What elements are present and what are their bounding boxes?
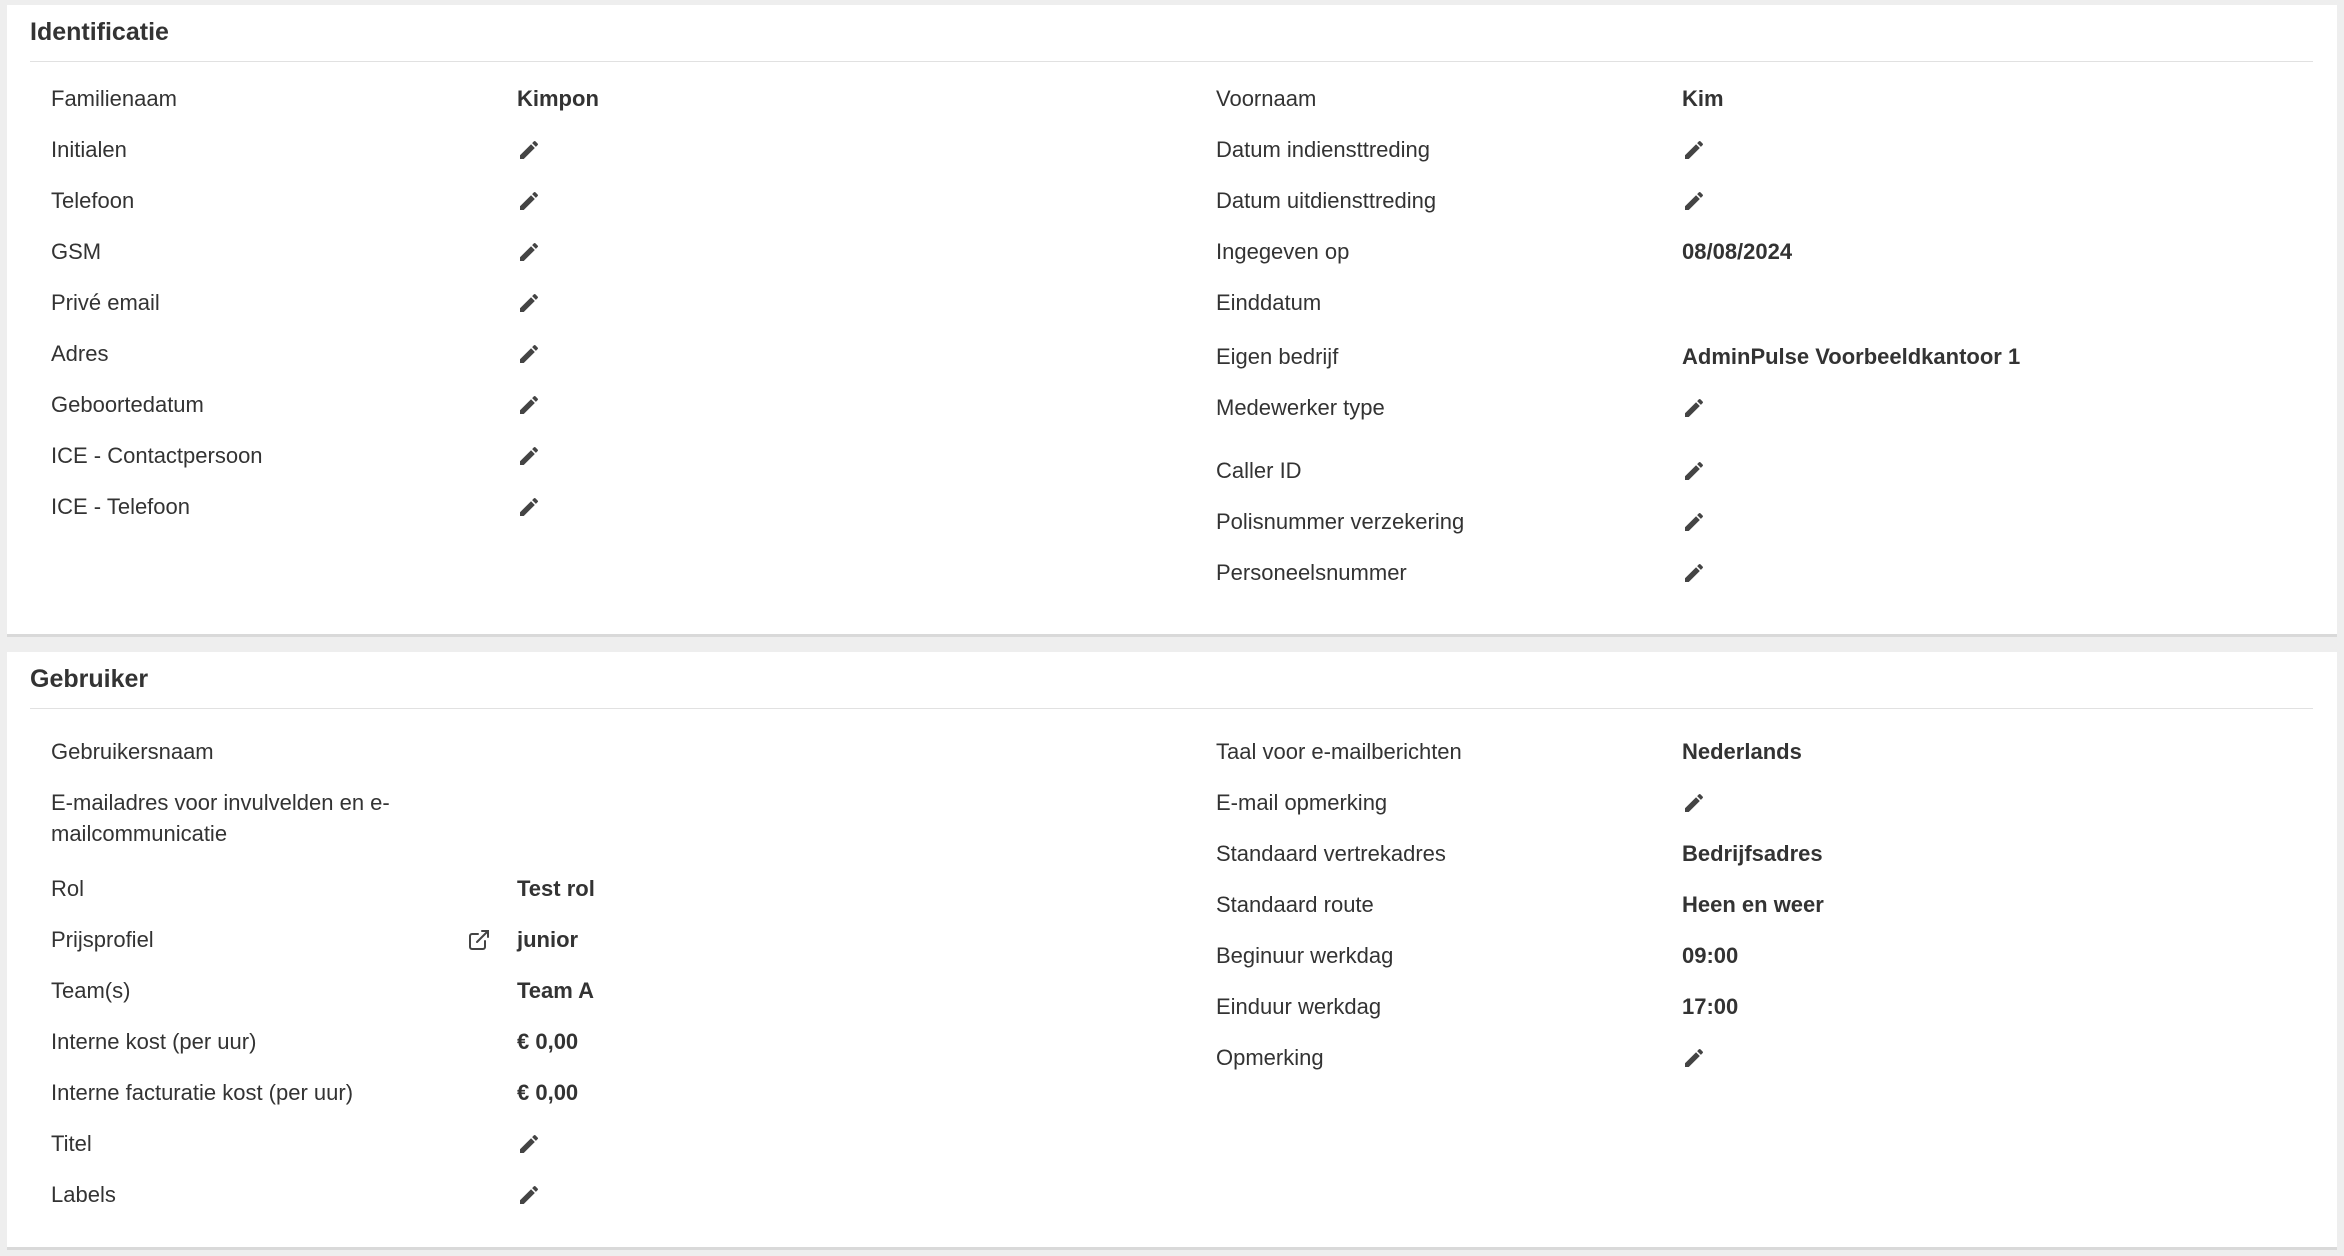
field-value: 09:00 xyxy=(1682,943,1739,968)
field-label: Einddatum xyxy=(1216,290,1322,315)
pencil-icon[interactable] xyxy=(1682,510,1706,534)
pencil-icon[interactable] xyxy=(517,189,541,213)
field-value: € 0,00 xyxy=(517,1029,579,1054)
field-value: AdminPulse Voorbeeldkantoor 1 xyxy=(1682,344,2021,369)
identificatie-panel xyxy=(7,5,2337,637)
field-label: Adres xyxy=(51,341,109,366)
pencil-icon[interactable] xyxy=(517,1183,541,1207)
divider xyxy=(30,708,2313,709)
field-value: junior xyxy=(517,927,579,952)
field-value: Heen en weer xyxy=(1682,892,1824,917)
pencil-icon[interactable] xyxy=(1682,396,1706,420)
field-label: ICE - Contactpersoon xyxy=(51,443,263,468)
field-label: Rol xyxy=(51,876,85,901)
gebruiker-panel xyxy=(7,652,2337,1250)
pencil-icon[interactable] xyxy=(517,240,541,264)
field-label: Polisnummer verzekering xyxy=(1216,509,1465,534)
pencil-icon[interactable] xyxy=(1682,1046,1706,1070)
pencil-icon[interactable] xyxy=(517,1132,541,1156)
gebruiker-title: Gebruiker xyxy=(30,665,149,693)
field-value: 08/08/2024 xyxy=(1682,239,1793,264)
field-label: Team(s) xyxy=(51,978,131,1003)
pencil-icon[interactable] xyxy=(517,444,541,468)
field-label: Familienaam xyxy=(51,86,177,111)
field-label: Geboortedatum xyxy=(51,392,204,417)
field-value: Team A xyxy=(517,978,595,1003)
field-value: 17:00 xyxy=(1682,994,1739,1019)
pencil-icon[interactable] xyxy=(1682,138,1706,162)
pencil-icon[interactable] xyxy=(517,342,541,366)
field-label: Ingegeven op xyxy=(1216,239,1350,264)
pencil-icon[interactable] xyxy=(1682,791,1706,815)
pencil-icon[interactable] xyxy=(1682,459,1706,483)
field-label: Caller ID xyxy=(1216,458,1302,483)
field-value: Bedrijfsadres xyxy=(1682,841,1823,866)
field-label: Personeelsnummer xyxy=(1216,560,1407,585)
field-label: Einduur werkdag xyxy=(1216,994,1382,1019)
field-label: ICE - Telefoon xyxy=(51,494,191,519)
pencil-icon[interactable] xyxy=(517,495,541,519)
field-label: Voornaam xyxy=(1216,86,1317,111)
field-label: Labels xyxy=(51,1182,116,1207)
field-value: Nederlands xyxy=(1682,739,1802,764)
field-label: Initialen xyxy=(51,137,127,162)
field-value: Kim xyxy=(1682,86,1724,111)
field-label: E-mailadres voor invulvelden en e-mailcommunicatie xyxy=(51,790,390,846)
divider xyxy=(30,61,2313,62)
identificatie-title: Identificatie xyxy=(30,18,169,46)
external-link-icon[interactable] xyxy=(467,928,491,952)
field-label: Prijsprofiel xyxy=(51,927,154,952)
field-label: Interne kost (per uur) xyxy=(51,1029,257,1054)
field-label: Datum indiensttreding xyxy=(1216,137,1431,162)
field-label: Standaard route xyxy=(1216,892,1374,917)
field-label: Standaard vertrekadres xyxy=(1216,841,1446,866)
field-label: Interne facturatie kost (per uur) xyxy=(51,1080,354,1105)
pencil-icon[interactable] xyxy=(517,291,541,315)
field-label: Telefoon xyxy=(51,188,135,213)
pencil-icon[interactable] xyxy=(517,138,541,162)
pencil-icon[interactable] xyxy=(1682,561,1706,585)
field-label: Privé email xyxy=(51,290,160,315)
field-label: GSM xyxy=(51,239,102,264)
field-label: E-mail opmerking xyxy=(1216,790,1388,815)
field-value: Kimpon xyxy=(517,86,599,111)
field-value: Test rol xyxy=(517,876,595,901)
field-label: Gebruikersnaam xyxy=(51,739,214,764)
field-label: Eigen bedrijf xyxy=(1216,344,1339,369)
pencil-icon[interactable] xyxy=(1682,189,1706,213)
field-label: Opmerking xyxy=(1216,1045,1324,1070)
field-label: Datum uitdiensttreding xyxy=(1216,188,1437,213)
field-label: Beginuur werkdag xyxy=(1216,943,1394,968)
field-label: Titel xyxy=(51,1131,92,1156)
field-label: Medewerker type xyxy=(1216,395,1385,420)
pencil-icon[interactable] xyxy=(517,393,541,417)
field-value: € 0,00 xyxy=(517,1080,579,1105)
field-label: Taal voor e-mailberichten xyxy=(1216,739,1462,764)
